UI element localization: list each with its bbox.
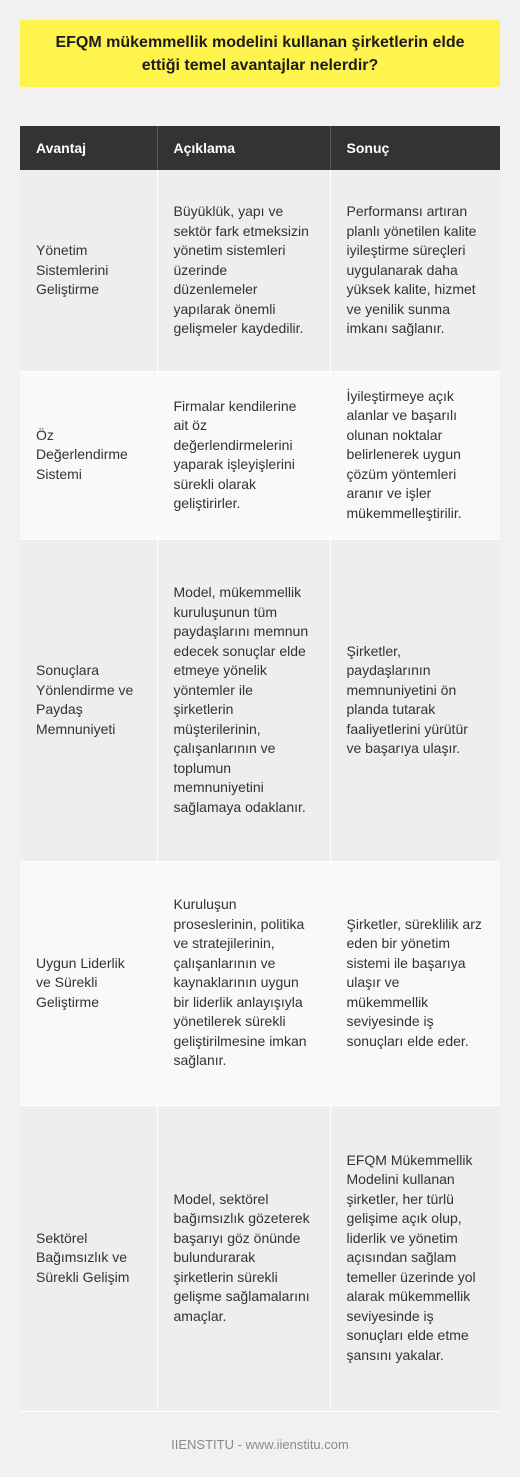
cell-avantaj: Sektörel Bağımsızlık ve Sürekli Gelişim: [20, 1105, 157, 1411]
cell-sonuc: EFQM Mükemmellik Modelini kullanan şirketler, her türlü gelişime açık olup, liderlik ve yönetim açısından sağlam temeller üzerinde yol alarak mükemmellik seviyesinde iş sonuçları elde etme şansını yakalar.: [330, 1105, 500, 1411]
header-sonuc: Sonuç: [330, 126, 500, 170]
table-header-row: [20, 126, 500, 170]
cell-aciklama: Model, mükemmellik kuruluşunun tüm paydaşlarını memnun edecek sonuçlar elde etmeye yönelik yöntemler ile şirketlerin müşterilerinin, çalışanlarının ve toplumun memnuniyetini sağlamaya odaklanır.: [157, 539, 330, 861]
cell-aciklama: Kuruluşun proseslerinin, politika ve stratejilerinin, çalışanlarının ve kaynaklarının uygun bir liderlik anlayışıyla yönetilerek sürekli geliştirilmesine imkan sağlanır.: [157, 861, 330, 1105]
cell-sonuc: Şirketler, paydaşlarının memnuniyetini ön planda tutarak faaliyetlerini yürütür ve başarıya ulaşır.: [330, 539, 500, 861]
advantages-table: [20, 126, 500, 1412]
cell-aciklama: Büyüklük, yapı ve sektör fark etmeksizin yönetim sistemleri üzerinde düzenlemeler yapılarak önemli gelişmeler kaydedilir.: [157, 170, 330, 371]
cell-sonuc: Şirketler, süreklilik arz eden bir yönetim sistemi ile başarıya ulaşır ve mükemmellik seviyesinde iş sonuçları elde eder.: [330, 861, 500, 1105]
cell-avantaj: Sonuçlara Yönlendirme ve Paydaş Memnuniyeti: [20, 539, 157, 861]
cell-avantaj: Uygun Liderlik ve Sürekli Geliştirme: [20, 861, 157, 1105]
footer-credit: IIENSTITU - www.iienstitu.com: [171, 1437, 349, 1452]
table-row: [20, 861, 500, 1105]
cell-avantaj: Öz Değerlendirme Sistemi: [20, 371, 157, 539]
title-banner: [20, 20, 500, 87]
cell-avantaj: Yönetim Sistemlerini Geliştirme: [20, 170, 157, 371]
table-row: [20, 170, 500, 371]
cell-sonuc: İyileştirmeye açık alanlar ve başarılı olunan noktalar belirlenerek uygun çözüm yöntemleri aranır ve işler mükemmelleştirilir.: [330, 371, 500, 539]
table-row: [20, 539, 500, 861]
header-avantaj: Avantaj: [20, 126, 157, 170]
table-row: [20, 1105, 500, 1411]
cell-aciklama: Firmalar kendilerine ait öz değerlendirmelerini yaparak işleyişlerini sürekli olarak geliştirirler.: [157, 371, 330, 539]
cell-aciklama: Model, sektörel bağımsızlık gözeterek başarıyı göz önünde bulundurarak şirketlerin sürekli gelişme sağlamalarını amaçlar.: [157, 1105, 330, 1411]
page-title: EFQM mükemmellik modelini kullanan şirketlerin elde ettiği temel avantajlar nelerdir?: [55, 33, 465, 74]
cell-sonuc: Performansı artıran planlı yönetilen kalite iyileştirme süreçleri uygulanarak daha yüksek kalite, hizmet ve yenilik sunma imkanı sağlanır.: [330, 170, 500, 371]
table-row: [20, 371, 500, 539]
header-aciklama: Açıklama: [157, 126, 330, 170]
